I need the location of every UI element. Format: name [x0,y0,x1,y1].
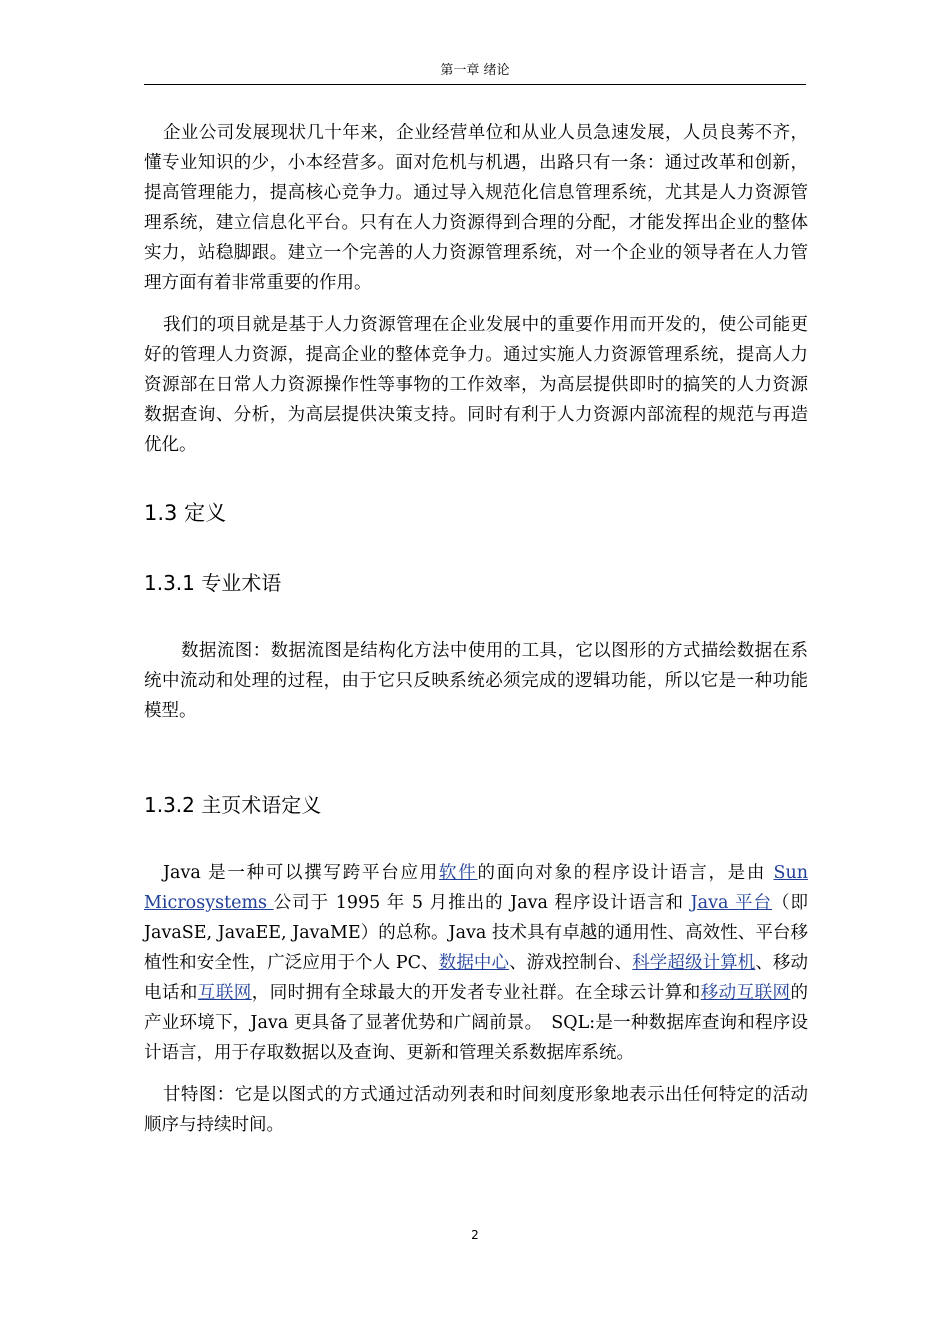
java-text-2: 的面向对象的程序设计语言，是由 [477,863,774,883]
dfd-definition-paragraph: 数据流图：数据流图是结构化方法中使用的工具，它以图形的方式描绘数据在系统中流动和处理的过程，由于它只反映系统必须完成的逻辑功能，所以它是一种功能模型。 [144,641,808,721]
java-text-7: ，同时拥有全球最大的开发者专业社群。在全球云计算和 [251,983,701,1003]
intro-paragraph-2: 我们的项目就是基于人力资源管理在企业发展中的重要作用而开发的，使公司能更好的管理人力资源，提高企业的整体竞争力。通过实施人力资源管理系统，提高人力资源部在日常人力资源操作性等事物的工作效率，为高层提供即时的搞笑的人力资源数据查询、分析，为高层提供决策支持。同时有利于人力资源内部流程的规范与再造优化。 [144,315,808,455]
page-body [144,118,808,1152]
link-sun-microsystems[interactable]: Sun Microsystems [144,863,809,913]
page-number: 2 [471,1228,479,1242]
java-text-8: 的产业环境下，Java 更具备了显著优势和广阔前景。 SQL:是一种数据库查询和程序设计语言，用于存取数据以及查询、更新和管理关系数据库系统。 [144,983,809,1063]
link-mobile-internet[interactable]: 移动互联网 [700,983,791,1003]
java-text-4: （即 JavaSE, JavaEE, JavaME）的总称。Java 技术具有卓越的通用性、高效性、平台移植性和安全性，广泛应用于个人 PC、 [144,893,809,973]
link-internet[interactable]: 互联网 [197,983,252,1003]
java-text-1: Java 是一种可以撰写跨平台应用 [163,863,440,883]
header-rule [144,84,806,85]
link-java-platform[interactable]: Java 平台 [690,893,772,913]
section-heading-1-3-1: 1.3.1 专业术语 [144,571,282,595]
java-definition-paragraph [144,858,808,1068]
link-data-center[interactable]: 数据中心 [438,953,510,973]
link-supercomputer[interactable]: 科学超级计算机 [632,953,756,973]
java-text-5: 、游戏控制台、 [509,953,633,973]
section-heading-1-3-2: 1.3.2 主页术语定义 [144,793,322,817]
java-text-3: 公司于 1995 年 5 月推出的 Java 程序设计语言和 [273,893,691,913]
java-text-6: 、移动电话和 [144,953,809,1003]
intro-paragraph-1: 企业公司发展现状几十年来，企业经营单位和从业人员急速发展，人员良莠不齐，懂专业知识的少，小本经营多。面对危机与机遇，出路只有一条：通过改革和创新，提高管理能力，提高核心竞争力。通过导入规范化信息管理系统，尤其是人力资源管理系统，建立信息化平台。只有在人力资源得到合理的分配，才能发挥出企业的整体实力，站稳脚跟。建立一个完善的人力资源管理系统，对一个企业的领导者在人力管理方面有着非常重要的作用。 [144,123,808,293]
running-header: 第一章 绪论 [440,63,510,78]
link-software[interactable]: 软件 [439,863,478,883]
section-heading-1-3: 1.3 定义 [144,501,227,525]
gantt-definition-paragraph: 甘特图：它是以图式的方式通过活动列表和时间刻度形象地表示出任何特定的活动顺序与持续时间。 [144,1085,808,1135]
